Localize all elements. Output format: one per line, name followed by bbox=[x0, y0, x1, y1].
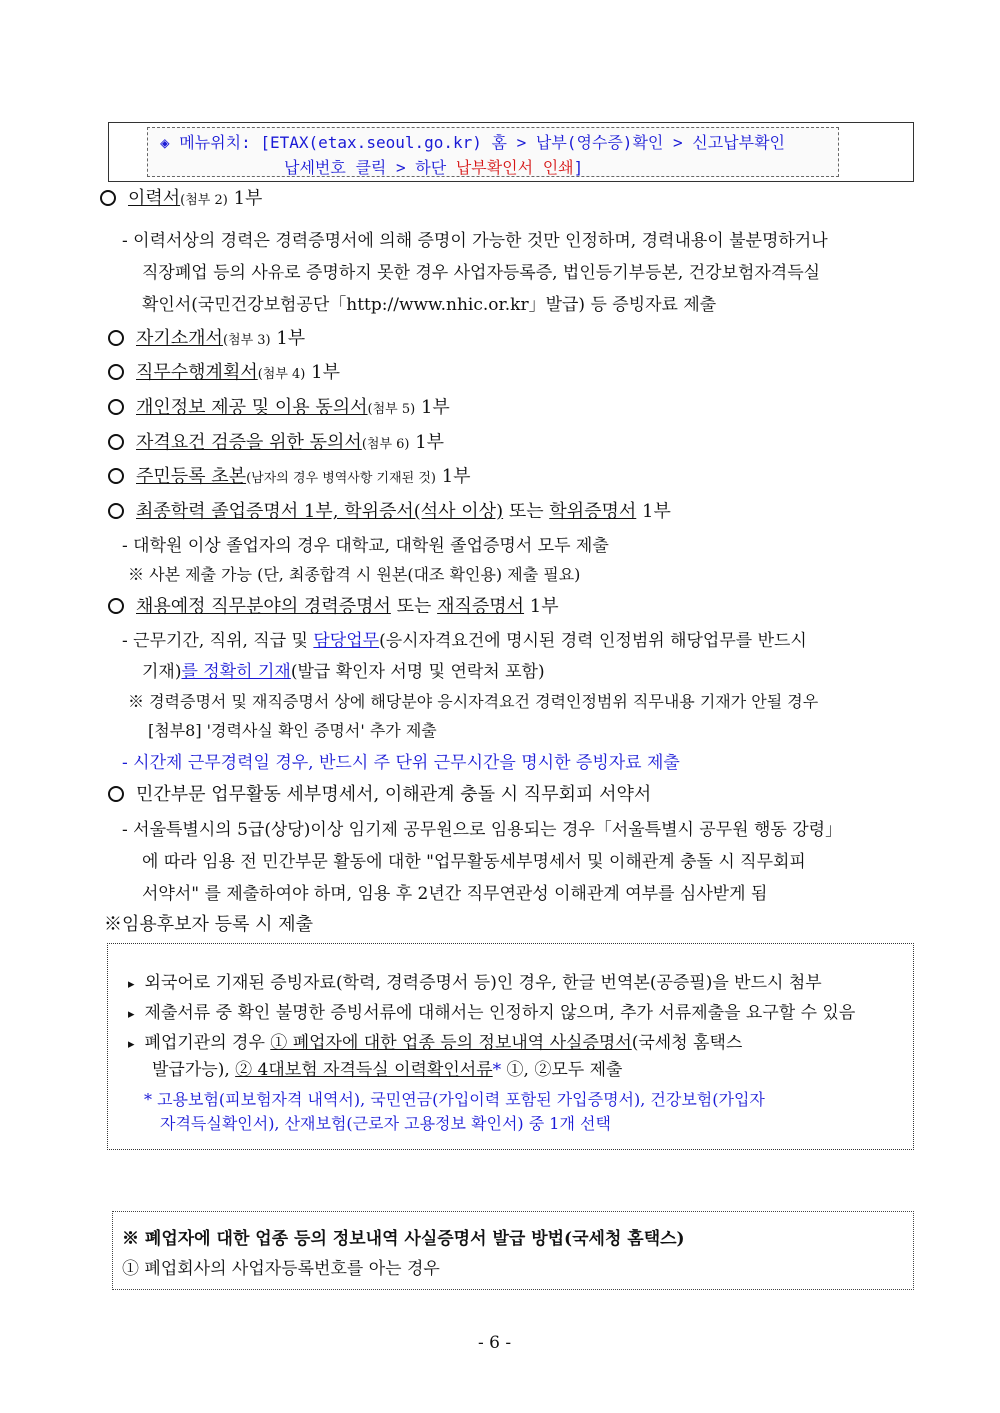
private-desc-1: - 서울특별시의 5급(상당)이상 임기제 공무원으로 임용되는 경우「서울특별시 공무원 행동 강령」 bbox=[122, 820, 843, 840]
item-note: (첨부 4) bbox=[257, 367, 306, 382]
circle-bullet-icon bbox=[108, 503, 124, 519]
item-title: 자기소개서 bbox=[136, 328, 223, 349]
menu-line-2 bbox=[284, 155, 583, 178]
note-text: ①, ②모두 제출 bbox=[501, 1060, 623, 1080]
item-title: 민간부문 업무활동 세부명세서, 이해관계 충돌 시 직무회피 서약서 bbox=[136, 784, 652, 805]
item-note: (첨부 3) bbox=[222, 333, 271, 348]
note-6: 자격득실확인서), 산재보험(근로자 고용정보 확인서) 중 1개 선택 bbox=[160, 1114, 611, 1133]
howto-title: ※ 폐업자에 대한 업종 등의 정보내역 사실증명서 발급 방법(국세청 홈택스) bbox=[122, 1229, 685, 1249]
item-title-2: 재직증명서 bbox=[437, 596, 525, 617]
note-text-underlined: ② 4대보험 자격득실 이력확인서류 bbox=[235, 1060, 493, 1080]
circle-bullet-icon bbox=[100, 190, 116, 206]
item-title: 주민등록 초본 bbox=[136, 466, 247, 487]
item-title: 채용예정 직무분야의 경력증명서 bbox=[136, 596, 391, 617]
resume-desc-2: 직장폐업 등의 사유로 증명하지 못한 경우 사업자등록증, 법인등기부등본, 건강보험자격득실 bbox=[142, 263, 821, 283]
note-text: (국세청 홈택스 bbox=[631, 1033, 743, 1053]
menu-line-1: ◈ 메뉴위치: [ETAX(etax.seoul.go.kr) 홈 > 납부(영수증)확인 > 신고납부확인 bbox=[160, 133, 785, 152]
text-span-blue: 를 정확히 기재 bbox=[181, 662, 291, 682]
circle-bullet-icon bbox=[108, 598, 124, 614]
circle-bullet-icon bbox=[108, 399, 124, 415]
item-mid: 또는 bbox=[503, 501, 550, 522]
circle-bullet-icon bbox=[108, 468, 124, 484]
item-title-2: 학위증명서 bbox=[549, 501, 637, 522]
item-note: (첨부 5) bbox=[367, 402, 416, 417]
text-span: (발급 확인자 서명 및 연락처 포함) bbox=[290, 662, 545, 682]
career-desc-3: ※ 경력증명서 및 재직증명서 상에 해당분야 응시자격요건 경력인정범위 직무내용 기재가 안될 경우 bbox=[128, 692, 819, 711]
item-title: 직무수행계획서 bbox=[136, 362, 258, 383]
item-edu bbox=[108, 497, 671, 523]
item-count: 1부 bbox=[227, 188, 263, 209]
career-desc-4: [첨부8] '경력사실 확인 증명서' 추가 제출 bbox=[148, 721, 437, 740]
item-count: 1부 bbox=[524, 596, 559, 617]
circle-bullet-icon bbox=[108, 364, 124, 380]
item-intro bbox=[108, 324, 305, 350]
item-note: (첨부 2) bbox=[180, 193, 228, 208]
resume-desc-3: 확인서(국민건강보험공단「http://www.nhic.or.kr」발급) 등 증빙자료 제출 bbox=[142, 295, 717, 315]
item-resident bbox=[108, 462, 471, 488]
menu-line-2-red: 납부확인서 인쇄 bbox=[455, 158, 574, 177]
resume-desc-1: - 이력서상의 경력은 경력증명서에 의해 증명이 가능한 것만 인정하며, 경력내용이 불분명하거나 bbox=[122, 231, 828, 251]
menu-line-2-prefix: 납세번호 클릭 > 하단 bbox=[284, 158, 456, 177]
item-count: 1부 bbox=[305, 362, 340, 383]
note-text: 폐업기관의 경우 bbox=[144, 1033, 271, 1053]
triangle-bullet-icon: ▸ bbox=[128, 977, 135, 992]
note-4 bbox=[152, 1055, 622, 1080]
item-career bbox=[108, 592, 559, 618]
item-count: 1부 bbox=[415, 397, 450, 418]
text-span: - 근무기간, 직위, 직급 및 bbox=[122, 631, 314, 651]
career-desc-5: - 시간제 근무경력일 경우, 반드시 주 단위 근무시간을 명시한 증빙자료 제출 bbox=[122, 753, 680, 773]
private-desc-3: 서약서" 를 제출하여야 하며, 임용 후 2년간 직무연관성 이해관계 여부를 심사받게 됨 bbox=[142, 884, 768, 904]
item-count: 1부 bbox=[636, 501, 671, 522]
note-3 bbox=[128, 1028, 742, 1053]
item-note: (첨부 6) bbox=[361, 437, 410, 452]
note-5: * 고용보험(피보험자격 내역서), 국민연금(가입이력 포함된 가입증명서), 건강보험(가입자 bbox=[144, 1090, 765, 1109]
career-desc-2 bbox=[142, 657, 545, 682]
circle-bullet-icon bbox=[108, 434, 124, 450]
triangle-bullet-icon: ▸ bbox=[128, 1037, 135, 1052]
note-text: 발급가능), bbox=[152, 1060, 236, 1080]
private-desc-2: 에 따라 임용 전 민간부문 활동에 대한 "업무활동세부명세서 및 이해관계 충돌 시 직무회피 bbox=[142, 852, 806, 872]
item-title: 자격요건 검증을 위한 동의서 bbox=[136, 432, 362, 453]
note-2 bbox=[128, 998, 855, 1023]
career-desc-1 bbox=[122, 626, 807, 651]
item-title: 이력서 bbox=[128, 188, 181, 209]
note-1 bbox=[128, 968, 822, 993]
menu-line-2-suffix: ] bbox=[573, 158, 584, 177]
candidate-note: ※임용후보자 등록 시 제출 bbox=[104, 914, 314, 935]
page-number: - 6 - bbox=[478, 1333, 512, 1353]
item-title: 최종학력 졸업증명서 1부, 학위증서(석사 이상) bbox=[136, 501, 504, 522]
note-text-underlined: ① 폐업자에 대한 업종 등의 정보내역 사실증명서 bbox=[270, 1033, 632, 1053]
circle-bullet-icon bbox=[108, 330, 124, 346]
item-count: 1부 bbox=[409, 432, 445, 453]
circle-bullet-icon bbox=[108, 786, 124, 802]
text-span-blue: 담당업무 bbox=[313, 631, 380, 651]
note-asterisk: * bbox=[492, 1060, 502, 1080]
item-verify bbox=[108, 428, 444, 454]
text-span: (응시자격요건에 명시된 경력 인정범위 해당업무를 반드시 bbox=[379, 631, 807, 651]
note-text: 외국어로 기재된 증빙자료(학력, 경력증명서 등)인 경우, 한글 번역본(공증필)을 반드시 첨부 bbox=[144, 973, 822, 993]
item-mid: 또는 bbox=[390, 596, 438, 617]
item-privacy bbox=[108, 393, 450, 419]
edu-desc-1: - 대학원 이상 졸업자의 경우 대학교, 대학원 졸업증명서 모두 제출 bbox=[122, 536, 609, 556]
triangle-bullet-icon: ▸ bbox=[128, 1007, 135, 1022]
text-span: 기재) bbox=[142, 662, 182, 682]
item-title: 개인정보 제공 및 이용 동의서 bbox=[136, 397, 368, 418]
item-count: 1부 bbox=[436, 466, 471, 487]
howto-line-1: ① 폐업회사의 사업자등록번호를 아는 경우 bbox=[122, 1259, 440, 1279]
item-resume bbox=[100, 184, 262, 210]
edu-desc-2: ※ 사본 제출 가능 (단, 최종합격 시 원본(대조 확인용) 제출 필요) bbox=[128, 565, 581, 584]
item-count: 1부 bbox=[270, 328, 306, 349]
item-plan bbox=[108, 358, 340, 384]
note-text: 제출서류 중 확인 불명한 증빙서류에 대해서는 인정하지 않으며, 추가 서류제출을 요구할 수 있음 bbox=[144, 1003, 856, 1023]
item-note: (남자의 경우 병역사항 기재된 것) bbox=[246, 471, 436, 486]
item-private bbox=[108, 780, 651, 806]
